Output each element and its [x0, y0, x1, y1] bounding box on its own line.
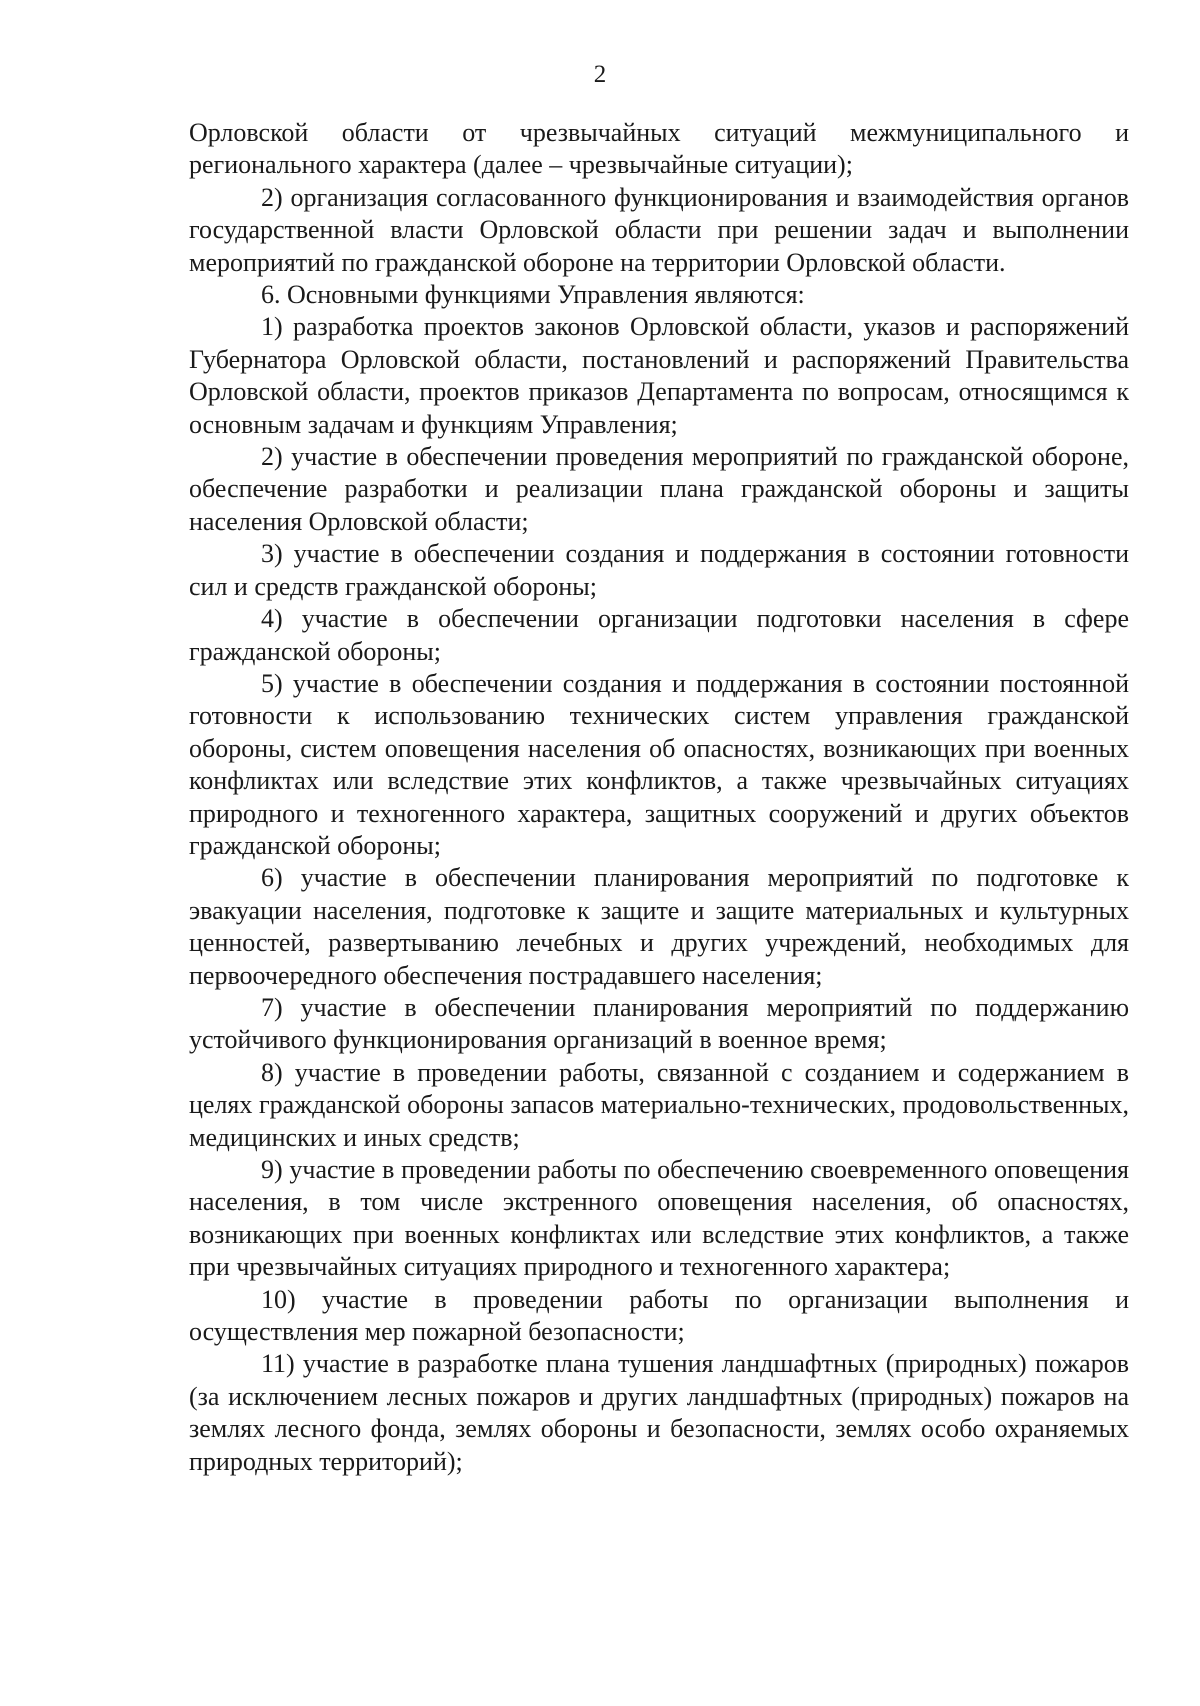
paragraph: 7) участие в обеспечении планирования мероприятий по поддержанию устойчивого функционирования организаций в военное время;: [189, 992, 1129, 1055]
paragraph: 5) участие в обеспечении создания и поддержания в состоянии постоянной готовности к использованию технических систем управления гражданской обороны, систем оповещения населения об опасностях, возникающих при военных конфликтах или вследствие этих конфликтов, а также чрезвычайных ситуациях природного и техногенного характера, защитных сооружений и других объектов гражданской обороны;: [189, 668, 1129, 860]
paragraph: 2) участие в обеспечении проведения мероприятий по гражданской обороне, обеспечение разработки и реализации плана гражданской обороны и защиты населения Орловской области;: [189, 442, 1129, 536]
paragraph: Орловской области от чрезвычайных ситуаций межмуниципального и регионального характера (далее – чрезвычайные ситуации);: [189, 118, 1129, 180]
paragraph: 11) участие в разработке плана тушения ландшафтных (природных) пожаров (за исключением лесных пожаров и других ландшафтных (природных) пожаров на землях лесного фонда, землях обороны и безопасности, землях особо охраняемых природных территорий);: [189, 1349, 1129, 1476]
paragraph: 9) участие в проведении работы по обеспечению своевременного оповещения населения, в том числе экстренного оповещения населения, об опасностях, возникающих при военных конфликтах или вследствие этих конфликтов, а также при чрезвычайных ситуациях природного и техногенного характера;: [189, 1155, 1129, 1282]
paragraph: 6. Основными функциями Управления являются:: [261, 280, 805, 310]
document-body: [189, 117, 1129, 1478]
paragraph: 6) участие в обеспечении планирования мероприятий по подготовке к эвакуации населения, подготовке к защите и защите материальных и культурных ценностей, развертыванию лечебных и других учреждений, необходимых для первоочередного обеспечения пострадавшего населения;: [189, 863, 1129, 990]
paragraph: 3) участие в обеспечении создания и поддержания в состоянии готовности сил и средств гражданской обороны;: [189, 539, 1129, 601]
paragraph: 1) разработка проектов законов Орловской области, указов и распоряжений Губернатора Орловской области, постановлений и распоряжений Правительства Орловской области, проектов приказов Департамента по вопросам, относящимся к основным задачам и функциям Управления;: [189, 312, 1129, 439]
paragraph: 8) участие в проведении работы, связанной с созданием и содержанием в целях гражданской обороны запасов материально-технических, продовольственных, медицинских и иных средств;: [189, 1057, 1129, 1152]
paragraph: 2) организация согласованного функционирования и взаимодействия органов государственной власти Орловской области при решении задач и выполнении мероприятий по гражданской обороне на территории Орловской области.: [189, 182, 1129, 277]
paragraph: 4) участие в обеспечении организации подготовки населения в сфере гражданской обороны;: [189, 604, 1129, 666]
page-number: 2: [593, 61, 607, 88]
paragraph: 10) участие в проведении работы по организации выполнения и осуществления мер пожарной безопасности;: [189, 1284, 1129, 1347]
